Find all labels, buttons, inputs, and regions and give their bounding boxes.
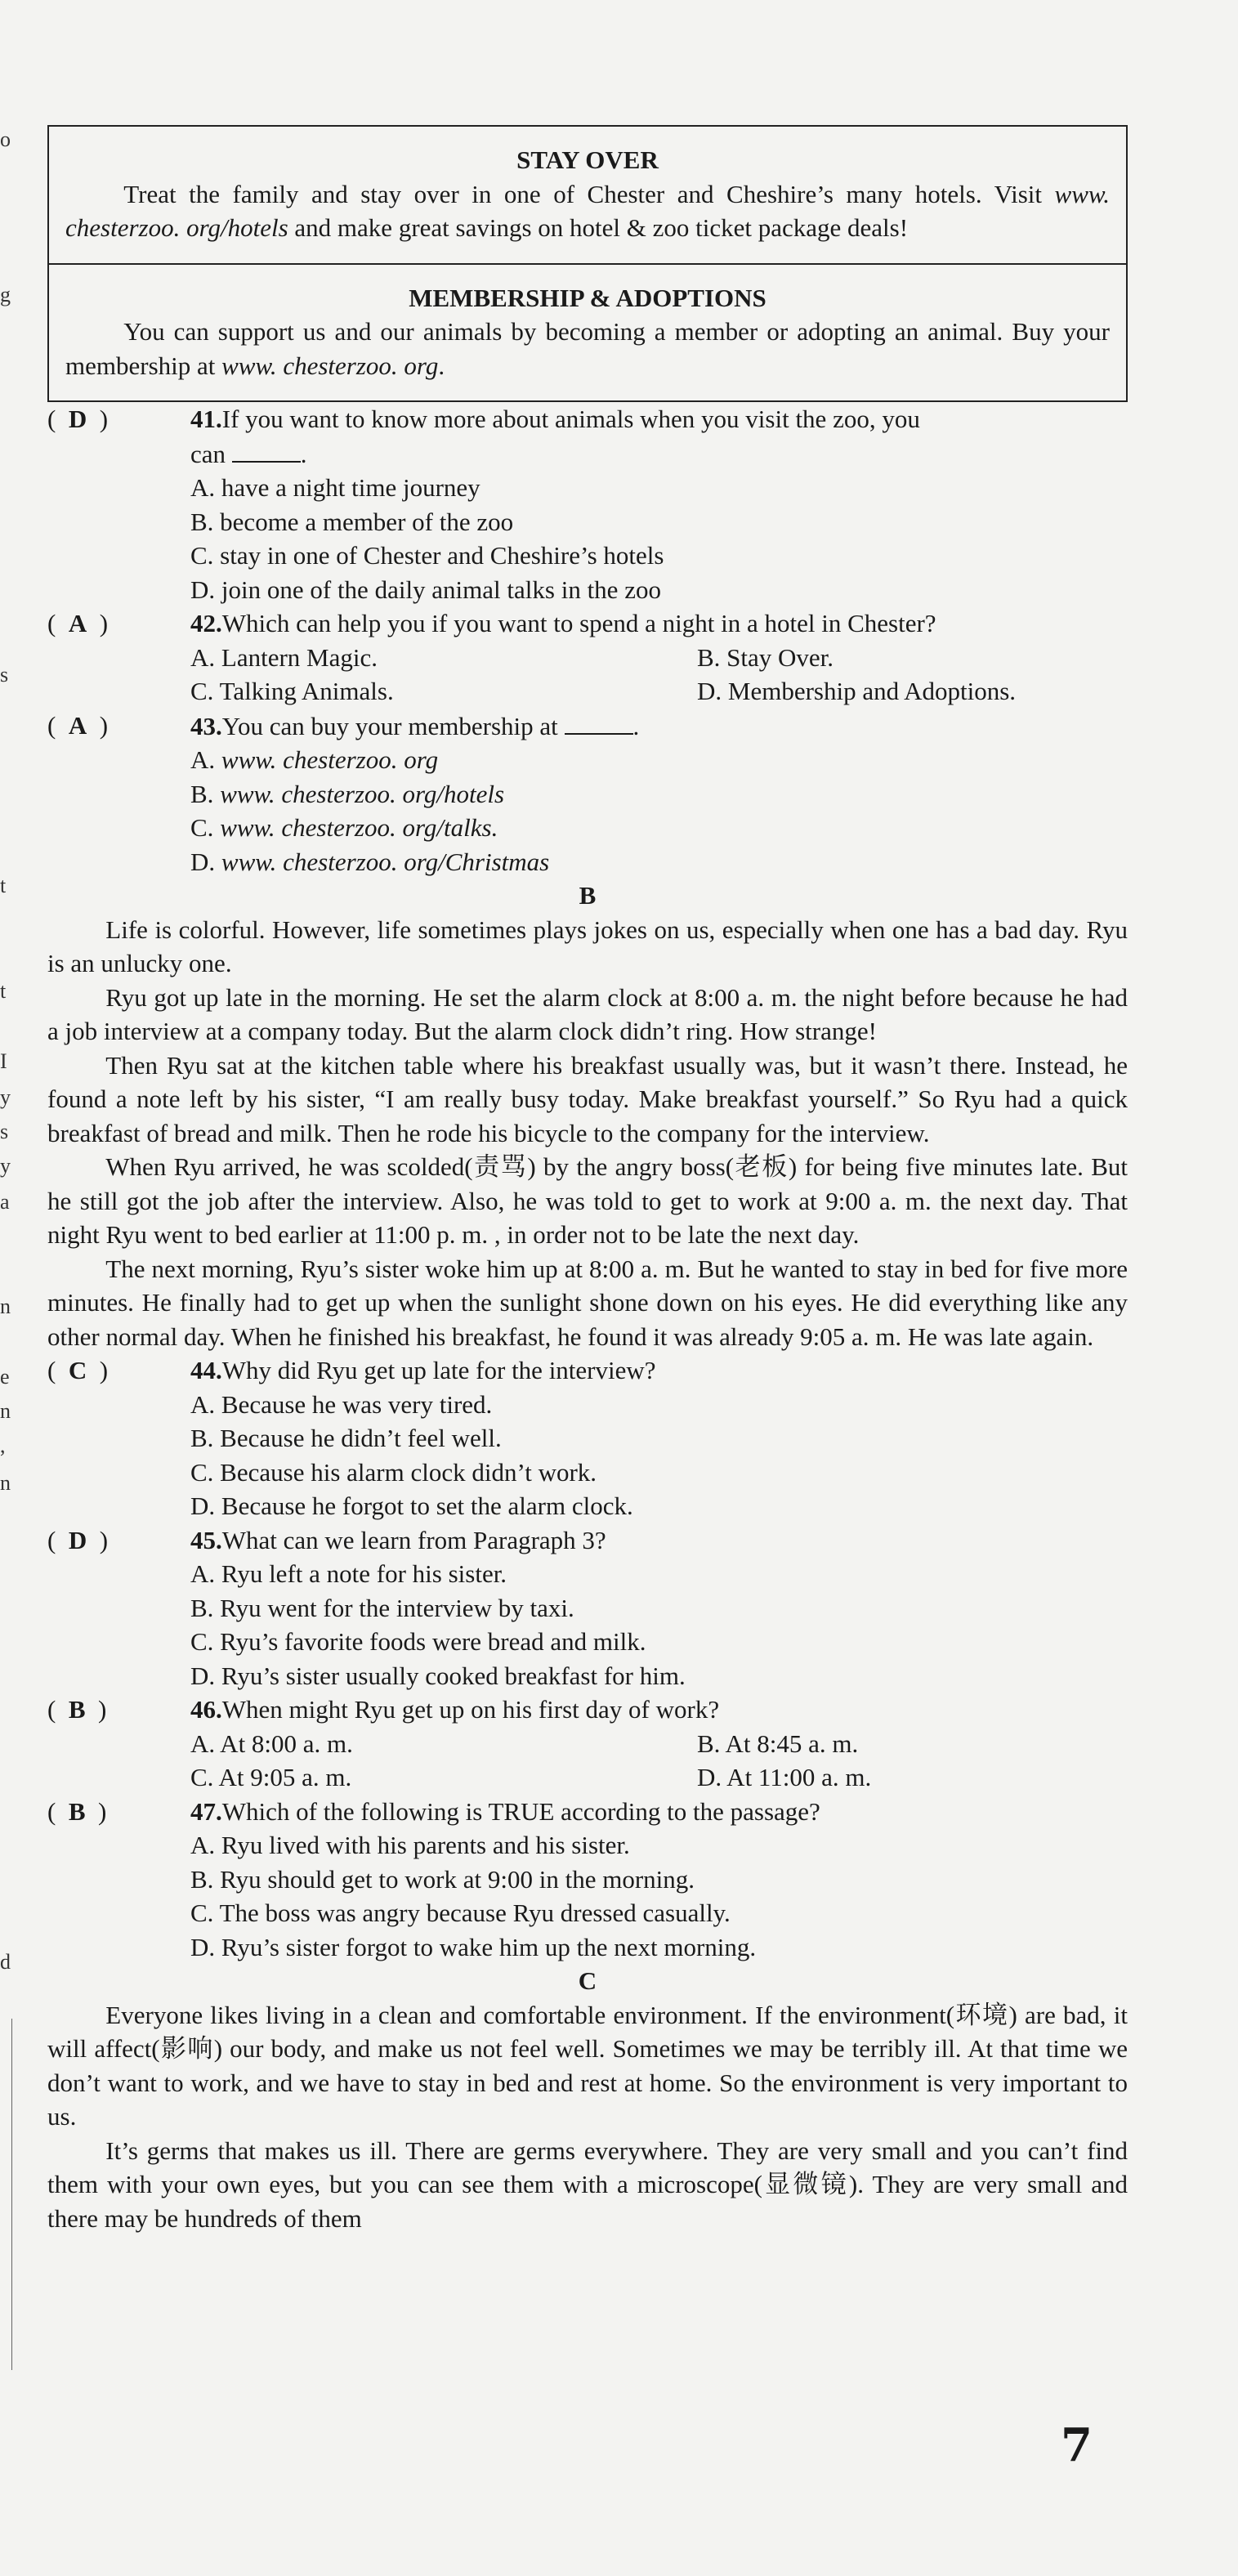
margin-letter: n [0, 1399, 11, 1423]
margin-letter: s [0, 1120, 9, 1143]
margin-letter: s [0, 663, 9, 686]
margin-letter: a [0, 1190, 10, 1214]
passage-b-paragraph: Then Ryu sat at the kitchen table where his breakfast usually was, but it wasn’t there. Instead, he found a note left by his sister, “I am really busy today. Make breakfast yourself.” So Ryu had a quick breakfast of bread and milk. Then he rode his bicycle to the company for the interview. [47, 1050, 1128, 1147]
passage-c-paragraph: Everyone likes living in a clean and comfortable environment. If the environment(环境) are bad, it will affect(影响) our body, and make us not feel well. Sometimes we may be terribly ill. At that time we don’t want to work, and we have to stay in bed and rest at home. So the environment is very important to us. [47, 2000, 1128, 2131]
margin-letter: t [0, 874, 7, 897]
question-text: If you want to know more about animals when you visit the zoo, you [221, 405, 920, 433]
question-45: ( D ) 45.What can we learn from Paragraph 3? A. Ryu left a note for his sister. B. Ryu went for the interview by taxi. C. Ryu’s favorite foods were bread and milk. D. Ryu’s sister usually cooked breakfast for him. [47, 1523, 1128, 1693]
membership-section [49, 263, 1126, 401]
answer-bracket: ( C ) [47, 1356, 109, 1384]
option: A. Ryu left a note for his sister. [190, 1559, 507, 1588]
stay-over-title: STAY OVER [516, 145, 659, 174]
question-text: What can we learn from Paragraph 3? [221, 1525, 606, 1554]
margin-letter: o [0, 127, 11, 151]
section-c-heading: C [578, 1966, 597, 1995]
margin-letter: t [0, 979, 7, 1003]
question-46: ( B ) 46.When might Ryu get up on his first day of work? A. At 8:00 a. m. B. At 8:45 a. m. C. At 9:05 a. m. D. At 11:00 a. m. [47, 1693, 1128, 1795]
question-44: ( C ) 44.Why did Ryu get up late for the interview? A. Because he was very tired. B. Because he didn’t feel well. C. Because his alarm clock didn’t work. D. Because he forgot to set the alarm clock. [47, 1353, 1128, 1523]
membership-url: www. chesterzoo. org [221, 351, 439, 380]
membership-text: You can support us and our animals by becoming a member or adopting an animal. Buy your membership at www. chesterzoo. org. [65, 317, 1110, 380]
option: D. Membership and Adoptions. [697, 677, 1017, 705]
passage-b-paragraph: Ryu got up late in the morning. He set the alarm clock at 8:00 a. m. the night before because he had a job interview at a company today. But the alarm clock didn’t ring. How strange! [47, 982, 1128, 1045]
question-continuation: can . [47, 436, 1128, 472]
margin-letter: , [0, 1433, 6, 1457]
answer-bracket: ( B ) [47, 1796, 107, 1826]
option: C. Talking Animals. [190, 677, 394, 705]
margin-rule [11, 2019, 12, 2370]
option: B. Ryu should get to work at 9:00 in the morning. [190, 1864, 695, 1894]
answer-bracket: ( D ) [47, 1525, 109, 1554]
margin-letter: g [0, 283, 11, 306]
question-47: ( B ) 47.Which of the following is TRUE according to the passage? A. Ryu lived with his parents and his sister. B. Ryu should get to work at 9:00 in the morning. C. The boss was angry because Ryu dressed casually. D. Ryu’s sister forgot to wake him up the next morning. [47, 1795, 1128, 1965]
question-43: ( A ) 43.You can buy your membership at . A. www. chesterzoo. org B. www. chesterzoo. org/hotels C. www. chesterzoo. org/talks. D. www. chesterzoo. org/Christmas [47, 709, 1128, 879]
answer-blank [232, 436, 301, 463]
stay-over-text: Treat the family and stay over in one of Chester and Cheshire’s many hotels. Visit www. chesterzoo. org/hotels and make great savings on hotel & zoo ticket package deals! [65, 179, 1110, 242]
question-text: You can buy your membership at [221, 711, 558, 740]
page-content [47, 125, 1128, 2235]
passage-b-paragraph: When Ryu arrived, he was scolded(责骂) by the angry boss(老板) for being five minutes late. But he still got the job after the interview. Also, he was told to get to work at 9:00 a. m. the next day. That night Ryu went to bed earlier at 11:00 p. m. , in order not to be late the next day. [47, 1152, 1128, 1249]
option: B. become a member of the zoo [190, 507, 514, 536]
left-margin-strip [0, 0, 18, 2576]
option: B. www. chesterzoo. org/hotels [190, 779, 505, 808]
option: B. At 8:45 a. m. [697, 1729, 859, 1758]
membership-title: MEMBERSHIP & ADOPTIONS [409, 283, 766, 312]
margin-letter: n [0, 1471, 11, 1495]
option: A. Lantern Magic. [190, 642, 378, 672]
passage-b-paragraph: The next morning, Ryu’s sister woke him up at 8:00 a. m. But he wanted to stay in bed for five more minutes. He finally had to get up when the sunlight shone down on his eyes. He did everything like any other normal day. When he finished his breakfast, he found it was already 9:05 a. m. He was late again. [47, 1254, 1128, 1351]
margin-letter: y [0, 1154, 11, 1178]
question-text: Why did Ryu get up late for the interview? [221, 1356, 656, 1384]
option: D. www. chesterzoo. org/Christmas [190, 847, 550, 876]
answer-bracket: ( D ) [47, 405, 109, 433]
option: C. The boss was angry because Ryu dressed casually. [190, 1898, 731, 1927]
answer-blank [565, 709, 633, 735]
info-box [47, 125, 1128, 402]
section-b-heading: B [579, 881, 597, 910]
option: B. Ryu went for the interview by taxi. [190, 1593, 574, 1622]
margin-letter: I [0, 1049, 7, 1073]
option: D. Because he forgot to set the alarm clock. [190, 1491, 633, 1520]
page-number: 7 [1061, 2418, 1093, 2472]
option: A. Ryu lived with his parents and his sister. [190, 1831, 630, 1859]
stay-over-section [49, 127, 1126, 263]
question-text: When might Ryu get up on his first day of work? [221, 1695, 720, 1724]
question-text: Which can help you if you want to spend a night in a hotel in Chester? [221, 609, 936, 637]
question-text: Which of the following is TRUE according to the passage? [221, 1796, 820, 1826]
option: D. Ryu’s sister forgot to wake him up the next morning. [190, 1932, 757, 1961]
margin-letter: n [0, 1295, 11, 1318]
margin-letter: e [0, 1365, 10, 1389]
option: C. stay in one of Chester and Cheshire’s hotels [190, 541, 664, 570]
option: C. At 9:05 a. m. [190, 1763, 352, 1791]
option: C. Because his alarm clock didn’t work. [190, 1457, 597, 1487]
answer-bracket: ( A ) [47, 609, 109, 637]
passage-c-paragraph: It’s germs that makes us ill. There are germs everywhere. They are very small and you can’t find them with your own eyes, but you can see them with a microscope(显微镜). They are very small and there may be hundreds of them [47, 2135, 1128, 2233]
hotels-url: www. chesterzoo. org/hotels [65, 179, 1110, 242]
option: D. At 11:00 a. m. [697, 1763, 872, 1791]
option: A. www. chesterzoo. org [190, 745, 439, 774]
question-41: ( D ) 41.If you want to know more about animals when you visit the zoo, you can . A. have a night time journey B. become a member of the zoo C. stay in one of Chester and Cheshire’s hotels D. join one of the daily animal talks in the zoo [47, 402, 1128, 606]
answer-bracket: ( A ) [47, 710, 109, 740]
option: A. Because he was very tired. [190, 1389, 493, 1419]
question-42: ( A ) 42.Which can help you if you want to spend a night in a hotel in Chester? A. Lantern Magic. B. Stay Over. C. Talking Animals. D. Membership and Adoptions. [47, 606, 1128, 709]
option: D. join one of the daily animal talks in the zoo [190, 575, 661, 604]
option: A. At 8:00 a. m. [190, 1729, 353, 1758]
margin-letter: y [0, 1085, 11, 1109]
answer-bracket: ( B ) [47, 1695, 107, 1724]
passage-b-paragraph: Life is colorful. However, life sometimes plays jokes on us, especially when one has a bad day. Ryu is an unlucky one. [47, 915, 1128, 977]
option: D. Ryu’s sister usually cooked breakfast for him. [190, 1661, 686, 1690]
option: C. Ryu’s favorite foods were bread and milk. [190, 1627, 646, 1656]
margin-letter: d [0, 1950, 11, 1974]
option: A. have a night time journey [190, 473, 480, 502]
option: B. Stay Over. [697, 642, 834, 672]
option: C. www. chesterzoo. org/talks. [190, 813, 498, 842]
option: B. Because he didn’t feel well. [190, 1424, 502, 1452]
